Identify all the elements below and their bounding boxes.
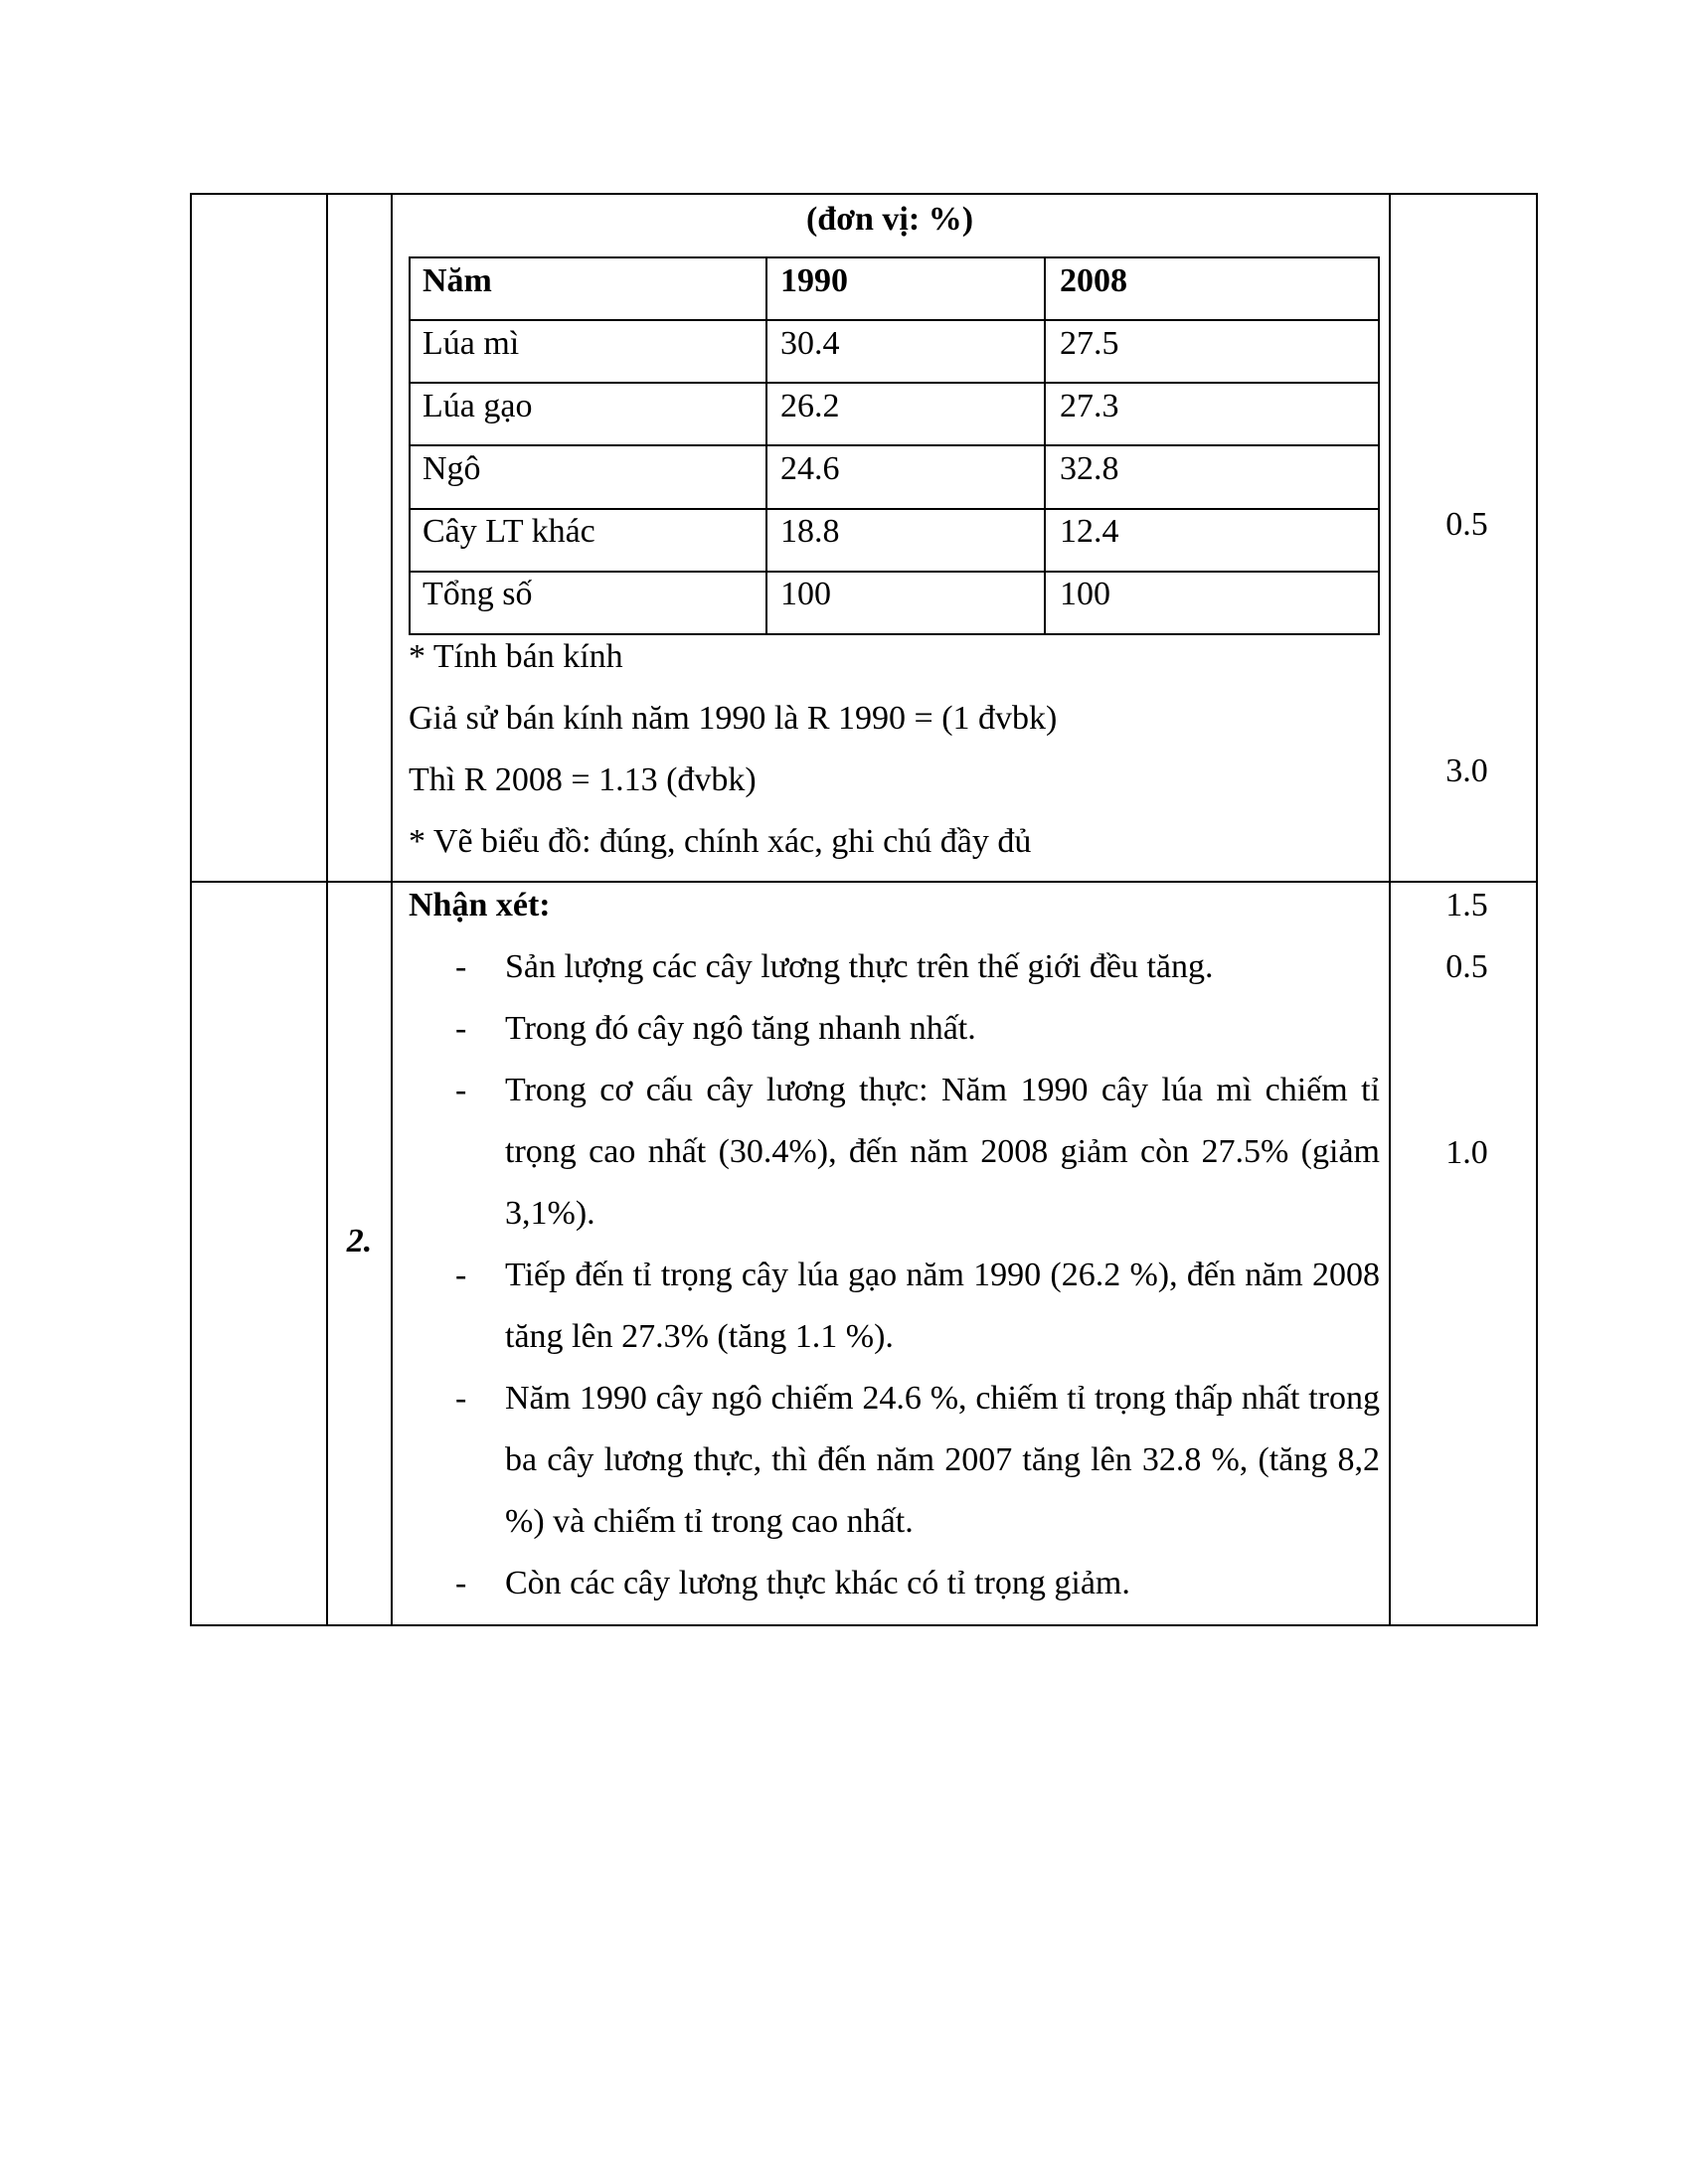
table-cell: 100	[1060, 576, 1110, 612]
unit-label: (đơn vị: %)	[805, 201, 974, 238]
radius-heading: * Tính bán kính	[409, 638, 623, 675]
table-col-line	[765, 256, 767, 635]
table-row-line	[409, 508, 1380, 510]
bullet-marker: -	[455, 1380, 467, 1417]
radius-line-2: Thì R 2008 = 1.13 (đvbk)	[409, 761, 757, 798]
bullet-item: Năm 1990 cây ngô chiếm 24.6 %, chiếm tỉ trọng thấp nhất trong ba cây lương thực, thì đến năm 2007 tăng lên 32.8 %, (tăng 8,2 %) và chiếm tỉ trong cao nhất.	[505, 1380, 1380, 1540]
table-cell: Lúa gạo	[423, 388, 533, 424]
bullet-item: Trong đó cây ngô tăng nhanh nhất.	[505, 1010, 976, 1047]
table-border-right	[1378, 256, 1380, 635]
bullet-marker: -	[455, 1257, 467, 1293]
table-border-left	[409, 256, 411, 635]
score-bullet-3: 1.0	[1445, 1134, 1488, 1171]
bullet-item: Tiếp đến tỉ trọng cây lúa gạo năm 1990 (26.2 %), đến năm 2008 tăng lên 27.3% (tăng 1.1 %).	[505, 1257, 1380, 1355]
radius-line-1: Giả sử bán kính năm 1990 là R 1990 = (1 đvbk)	[409, 700, 1058, 737]
table-cell: 26.2	[780, 388, 840, 424]
section-number: 2.	[346, 1223, 373, 1260]
table-border-top	[409, 256, 1380, 258]
table-cell: 27.3	[1060, 388, 1119, 424]
column-divider-3	[1389, 193, 1391, 1626]
bullet-marker: -	[455, 1565, 467, 1601]
bullet-item: Trong cơ cấu cây lương thực: Năm 1990 cây lúa mì chiếm tỉ trọng cao nhất (30.4%), đến năm 2008 giảm còn 27.5% (giảm 3,1%).	[505, 1072, 1380, 1232]
table-cell: Tổng số	[423, 576, 533, 612]
bullet-marker: -	[455, 1072, 467, 1108]
table-cell: Cây LT khác	[423, 513, 595, 550]
table-cell: 24.6	[780, 450, 840, 487]
table-row-line	[409, 571, 1380, 573]
score-chart: 3.0	[1445, 753, 1488, 789]
column-divider-2	[391, 193, 393, 1626]
table-cell: Ngô	[423, 450, 481, 487]
table-header-cell: 2008	[1060, 262, 1127, 299]
table-col-line	[1044, 256, 1046, 635]
table-cell: 27.5	[1060, 325, 1119, 362]
bullet-item: Sản lượng các cây lương thực trên thế giới đều tăng.	[505, 948, 1214, 985]
table-row-line	[409, 382, 1380, 384]
table-cell: 100	[780, 576, 831, 612]
table-header-cell: 1990	[780, 262, 848, 299]
column-divider-1	[326, 193, 328, 1626]
table-header-cell: Năm	[423, 262, 492, 299]
chart-note: * Vẽ biểu đồ: đúng, chính xác, ghi chú đầy đủ	[409, 823, 1032, 860]
table-cell: 18.8	[780, 513, 840, 550]
score-bullet-1: 0.5	[1445, 948, 1488, 985]
score-remark-total: 1.5	[1445, 887, 1488, 924]
bullet-item: Còn các cây lương thực khác có tỉ trọng giảm.	[505, 1565, 1130, 1601]
table-row-line	[409, 319, 1380, 321]
table-cell: 32.8	[1060, 450, 1119, 487]
table-row-line	[409, 444, 1380, 446]
table-cell: 12.4	[1060, 513, 1119, 550]
table-cell: 30.4	[780, 325, 840, 362]
remark-heading: Nhận xét:	[409, 887, 551, 924]
score-table: 0.5	[1445, 506, 1488, 543]
table-border-bottom	[409, 633, 1380, 635]
bullet-marker: -	[455, 1010, 467, 1047]
table-cell: Lúa mì	[423, 325, 520, 362]
bullet-marker: -	[455, 948, 467, 985]
outer-border-left	[190, 193, 192, 1626]
